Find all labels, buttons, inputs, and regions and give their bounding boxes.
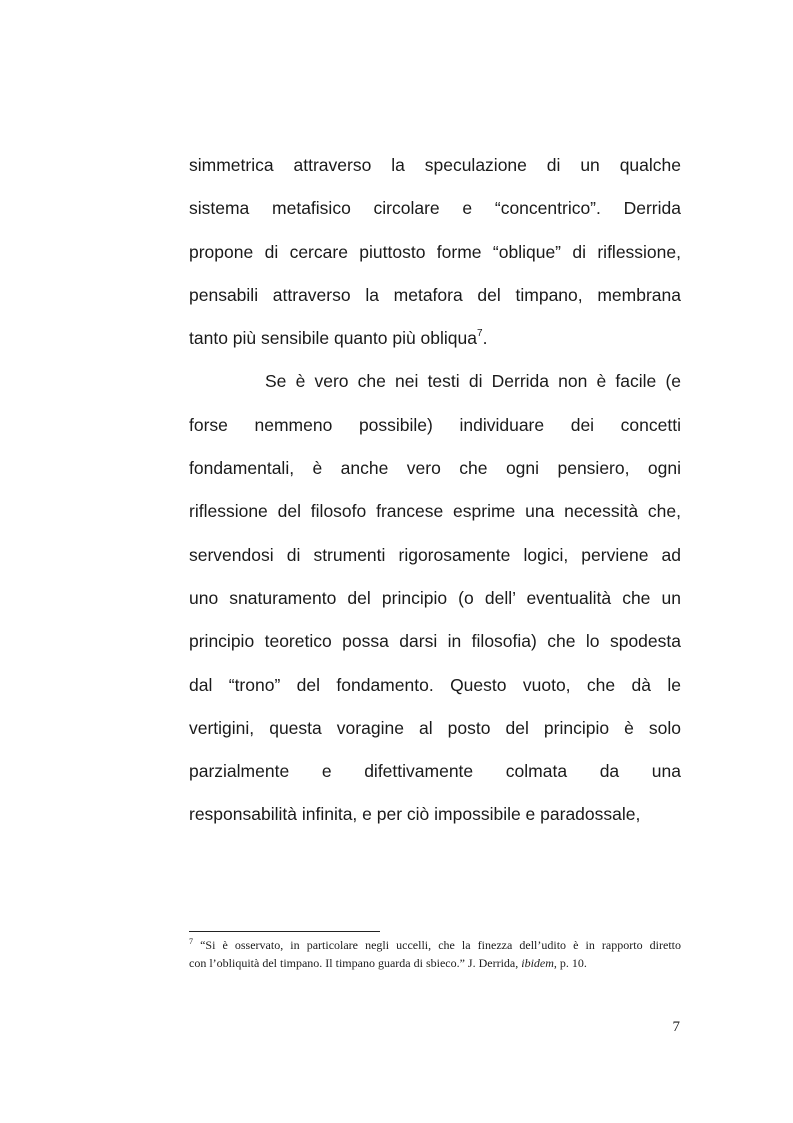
body-line-4: pensabili attraverso la metafora del timpano, membrana <box>189 284 681 305</box>
body-line-5-text: tanto più sensibile quanto più obliqua <box>189 328 477 349</box>
body-line-9: riflessione del filosofo francese esprime una necessità che, <box>189 501 681 522</box>
body-line-15: parzialmente e difettivamente colmata da una <box>189 761 681 782</box>
footnote-line-1-text: “Si è osservato, in particolare negli uccelli, che la finezza dell’udito è in rapporto diretto <box>193 938 681 952</box>
body-line-5 <box>189 317 681 360</box>
body-line-2: sistema metafisico circolare e “concentrico”. Derrida <box>189 198 681 219</box>
footnote-line-2 <box>189 954 681 972</box>
body-line-12: principio teoretico possa darsi in filosofia) che lo spodesta <box>189 631 681 652</box>
body-line-14: vertigini, questa voragine al posto del principio è solo <box>189 717 681 738</box>
body-line-11: uno snaturamento del principio (o dell’ eventualità che un <box>189 587 681 608</box>
body-line-8: fondamentali, è anche vero che ogni pensiero, ogni <box>189 458 681 479</box>
body-line-7: forse nemmeno possibile) individuare dei concetti <box>189 414 681 435</box>
body-line-13: dal “trono” del fondamento. Questo vuoto, che dà le <box>189 674 681 695</box>
body-text <box>189 144 681 837</box>
footnote-line-2-text: con l’obliquità del timpano. Il timpano guarda di sbieco.” J. Derrida, <box>189 956 522 970</box>
body-line-10: servendosi di strumenti rigorosamente logici, perviene ad <box>189 544 681 565</box>
body-line-6: Se è vero che nei testi di Derrida non è facile (e <box>265 371 681 392</box>
body-line-3: propone di cercare piuttosto forme “oblique” di riflessione, <box>189 241 681 262</box>
body-line-16: responsabilità infinita, e per ciò impossibile e paradossale, <box>189 804 641 825</box>
footnote-reference[interactable]: 7 <box>477 328 483 340</box>
footnote-separator <box>189 931 380 932</box>
page-number: 7 <box>672 1019 680 1035</box>
footnote-italic-ibidem: ibidem <box>521 956 554 970</box>
footnote-number: 7 <box>189 937 193 946</box>
body-line-1: simmetrica attraverso la speculazione di un qualche <box>189 155 681 175</box>
footnote <box>189 936 681 972</box>
footnote-line-1 <box>189 936 681 954</box>
footnote-line-2-end: , p. 10. <box>553 956 587 970</box>
body-line-5-period: . <box>482 328 488 349</box>
